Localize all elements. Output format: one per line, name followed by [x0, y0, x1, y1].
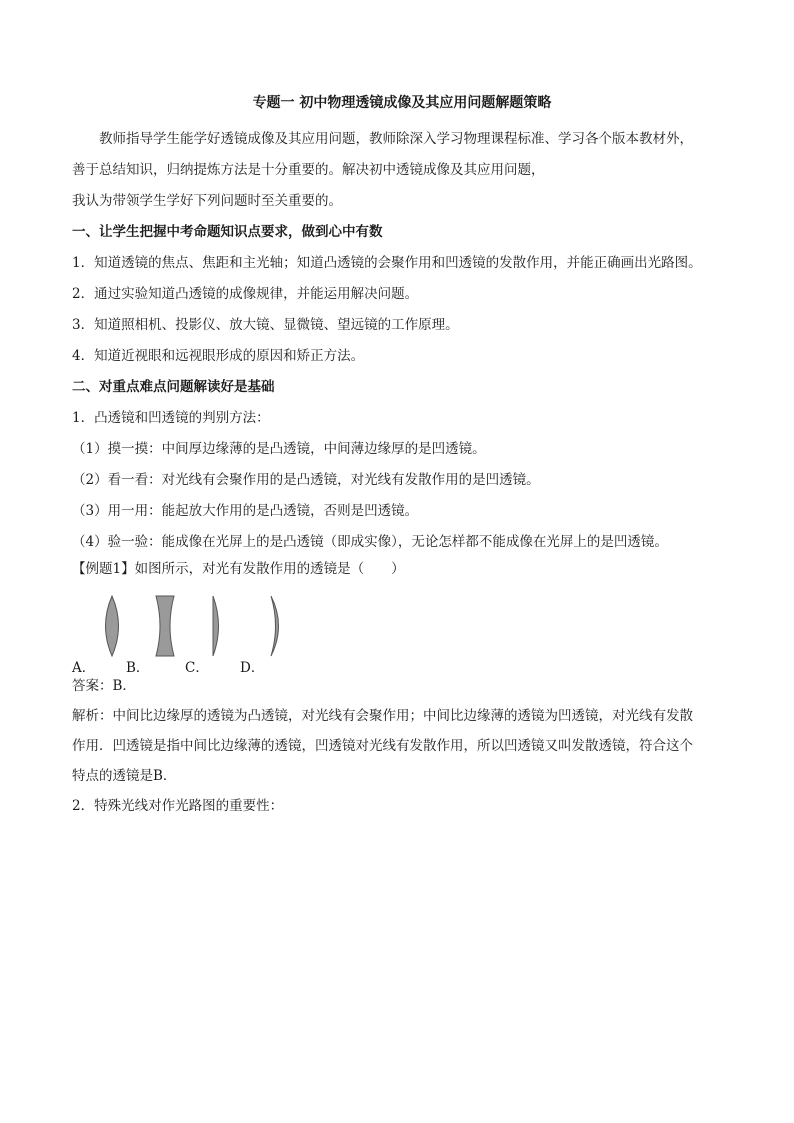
section1-item-3: 3．知道照相机、投影仪、放大镜、显微镜、望远镜的工作原理。: [72, 317, 459, 333]
option-a-label: A．: [72, 660, 96, 676]
option-d-label: D．: [240, 660, 265, 676]
section1-item-2: 2．通过实验知道凸透镜的成像规律，并能运用解决问题。: [72, 286, 419, 302]
section1-heading: 一、让学生把握中考命题知识点要求，做到心中有数: [72, 224, 383, 240]
intro-line-1: 教师指导学生能学好透镜成像及其应用问题，教师除深入学习物理课程标准、学习各个版本教材外，: [99, 131, 693, 147]
option-b-label: B．: [126, 660, 150, 676]
section1-item-1: 1．知道透镜的焦点、焦距和主光轴；知道凸透镜的会聚作用和凹透镜的发散作用，并能正确画出光路图。: [72, 255, 702, 271]
lens-a-convex-icon: [100, 595, 124, 657]
section1-item-4: 4．知道近视眼和远视眼形成的原因和矫正方法。: [72, 348, 365, 364]
method-4: （4）验一验：能成像在光屏上的是凸透镜（即成实像），无论怎样都不能成像在光屏上的是凹透镜。: [72, 534, 668, 550]
section2-heading: 二、对重点难点问题解读好是基础: [72, 379, 275, 395]
lens-d-meniscus-icon: [268, 595, 284, 657]
analysis-line-2: 作用．凹透镜是指中间比边缘薄的透镜，凹透镜对光线有发散作用，所以凹透镜又叫发散透镜，符合这个: [72, 738, 693, 754]
analysis-line-1: 解析：中间比边缘厚的透镜为凸透镜，对光线有会聚作用；中间比边缘薄的透镜为凹透镜，对光线有发散: [72, 708, 693, 724]
intro-line-3: 我认为带领学生学好下列问题时至关重要的。: [72, 193, 342, 209]
section2-sub2: 2．特殊光线对作光路图的重要性：: [72, 798, 284, 814]
method-3: （3）用一用：能起放大作用的是凸透镜，否则是凹透镜。: [72, 503, 419, 519]
lens-c-planoconvex-icon: [210, 595, 224, 657]
method-2: （2）看一看：对光线有会聚作用的是凸透镜，对光线有发散作用的是凹透镜。: [72, 472, 540, 488]
option-c-label: C．: [185, 660, 209, 676]
intro-line-2: 善于总结知识，归纳提炼方法是十分重要的。解决初中透镜成像及其应用问题，: [72, 162, 545, 178]
method-1: （1）摸一摸：中间厚边缘薄的是凸透镜，中间薄边缘厚的是凹透镜。: [72, 441, 486, 457]
document-page: [72, 92, 732, 822]
document-title: 专题一 初中物理透镜成像及其应用问题解题策略: [252, 95, 552, 111]
lens-b-concave-icon: [154, 595, 176, 657]
analysis-line-3: 特点的透镜是B．: [72, 768, 177, 784]
lens-figure: [72, 587, 732, 687]
answer-text: 答案：B．: [72, 678, 136, 694]
section2-sub1: 1．凸透镜和凹透镜的判别方法：: [72, 410, 270, 426]
analysis-block: [72, 701, 732, 791]
example-question: 【例题1】如图所示，对光有发散作用的透镜是（ ）: [72, 561, 405, 577]
